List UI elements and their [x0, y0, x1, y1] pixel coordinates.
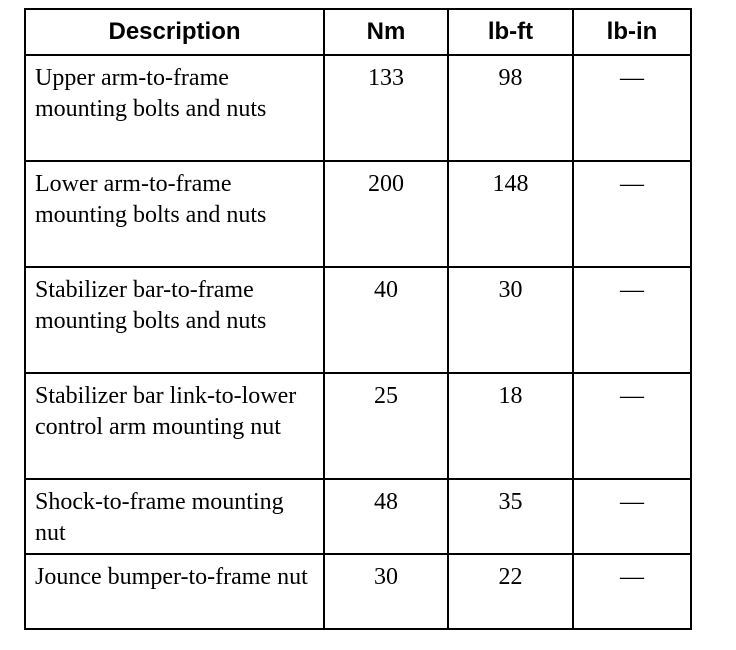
lb-ft-cell: 22: [448, 554, 573, 629]
torque-specification-table: [24, 8, 692, 630]
description-cell: Shock-to-frame mounting nut: [25, 479, 324, 554]
lb-ft-cell: 98: [448, 55, 573, 161]
description-cell: Jounce bumper-to-frame nut: [25, 554, 324, 629]
table-row: [25, 55, 691, 161]
description-cell: Stabilizer bar link-to-lower control arm mounting nut: [25, 373, 324, 479]
nm-cell: 48: [324, 479, 448, 554]
column-header-description: Description: [25, 9, 324, 55]
lb-ft-cell: 30: [448, 267, 573, 373]
nm-cell: 30: [324, 554, 448, 629]
description-cell: Lower arm-to-frame mounting bolts and nuts: [25, 161, 324, 267]
lb-in-cell: —: [573, 373, 691, 479]
lb-in-cell: —: [573, 479, 691, 554]
table-row: [25, 479, 691, 554]
nm-cell: 25: [324, 373, 448, 479]
table-header-row: [25, 9, 691, 55]
column-header-nm: Nm: [324, 9, 448, 55]
nm-cell: 40: [324, 267, 448, 373]
description-cell: Upper arm-to-frame mounting bolts and nuts: [25, 55, 324, 161]
lb-in-cell: —: [573, 161, 691, 267]
table-row: [25, 267, 691, 373]
column-header-lb-ft: lb-ft: [448, 9, 573, 55]
lb-in-cell: —: [573, 554, 691, 629]
table-row: [25, 554, 691, 629]
table-row: [25, 373, 691, 479]
nm-cell: 133: [324, 55, 448, 161]
description-cell: Stabilizer bar-to-frame mounting bolts and nuts: [25, 267, 324, 373]
table-row: [25, 161, 691, 267]
column-header-lb-in: lb-in: [573, 9, 691, 55]
nm-cell: 200: [324, 161, 448, 267]
lb-ft-cell: 35: [448, 479, 573, 554]
lb-in-cell: —: [573, 55, 691, 161]
lb-ft-cell: 18: [448, 373, 573, 479]
lb-ft-cell: 148: [448, 161, 573, 267]
lb-in-cell: —: [573, 267, 691, 373]
